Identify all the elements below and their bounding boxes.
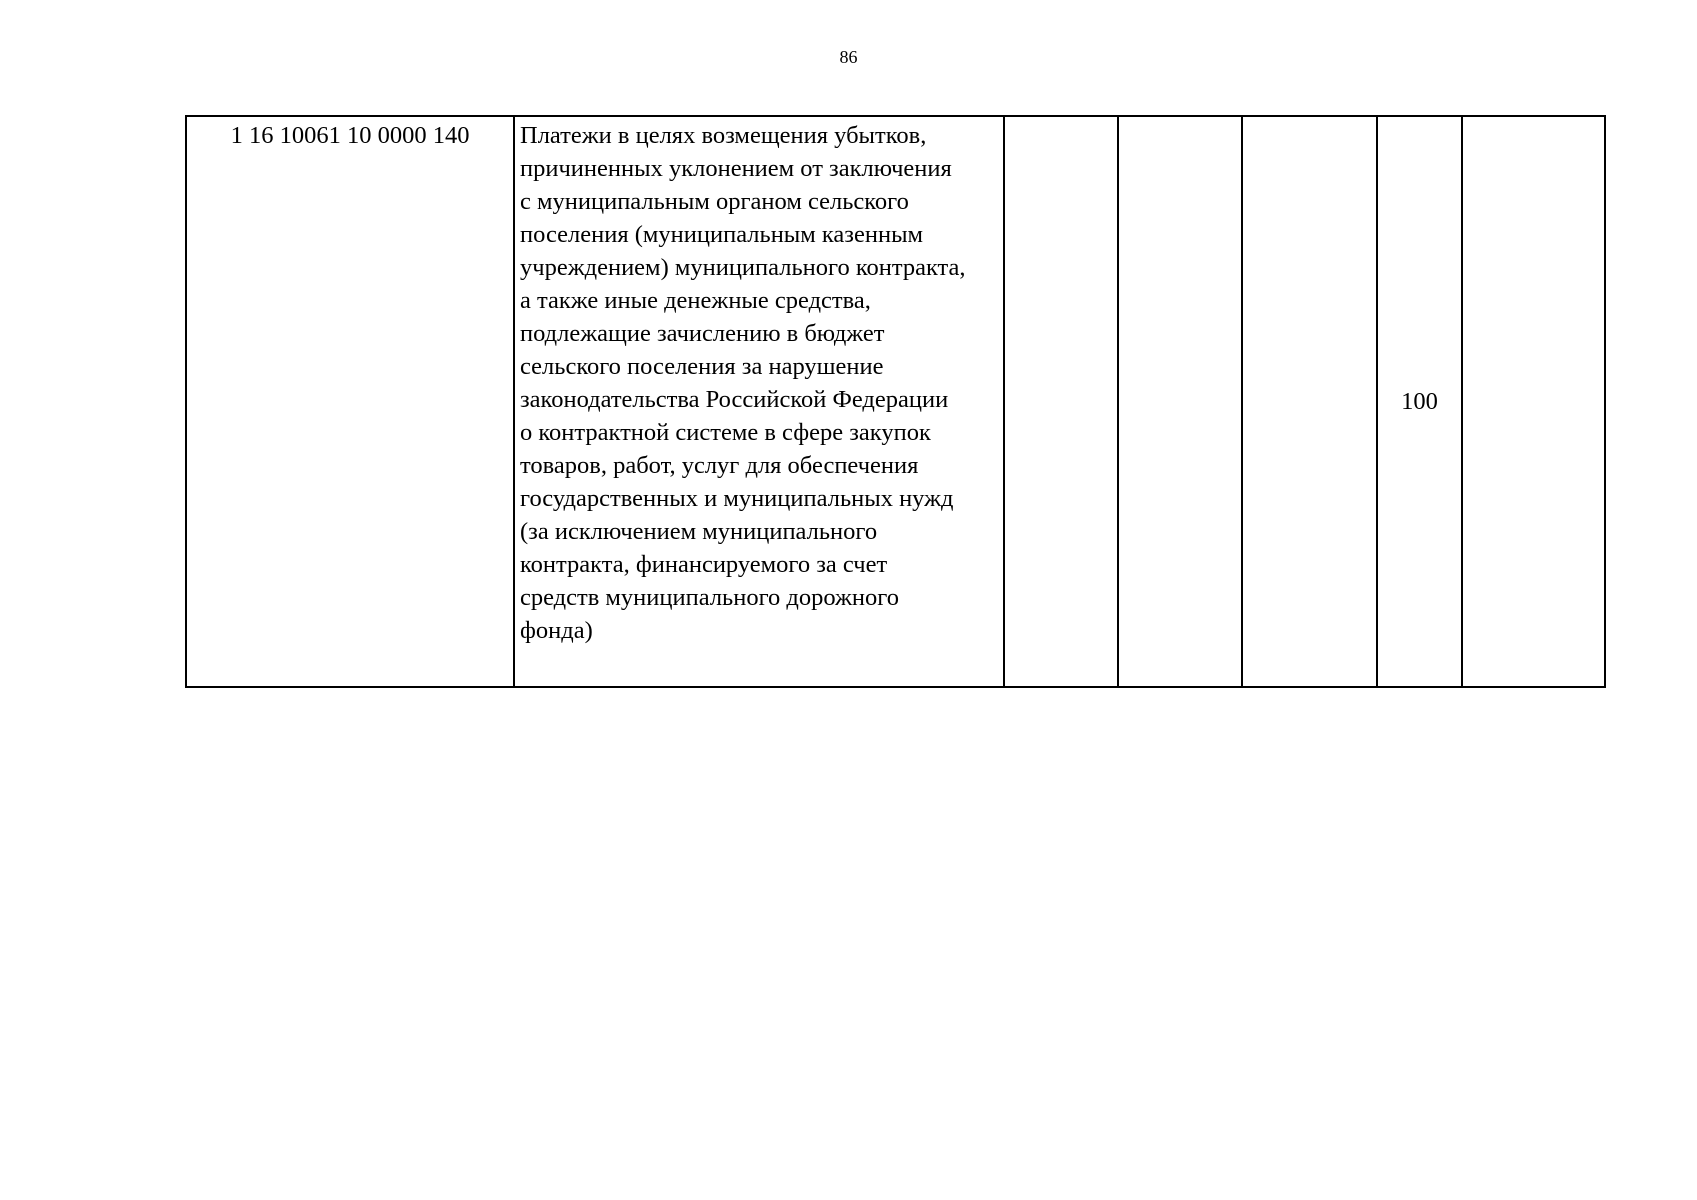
description-line: средств муниципального дорожного xyxy=(520,584,899,611)
table-row xyxy=(186,116,1605,687)
description-line: товаров, работ, услуг для обеспечения xyxy=(520,452,919,479)
description-line: с муниципальным органом сельского xyxy=(520,188,909,215)
description-line: а также иные денежные средства, xyxy=(520,287,871,314)
empty-cell-5 xyxy=(1242,116,1377,687)
description-line: фонда) xyxy=(520,617,593,644)
page-number: 86 xyxy=(839,47,858,67)
description-line: подлежащие зачислению в бюджет xyxy=(520,320,885,347)
description-line: контракта, финансируемого за счет xyxy=(520,551,888,578)
income-description-cell xyxy=(514,116,1004,687)
empty-cell-7 xyxy=(1462,116,1605,687)
budget-code-cell: 1 16 10061 10 0000 140 xyxy=(186,116,514,687)
empty-cell-3 xyxy=(1004,116,1118,687)
description-line: поселения (муниципальным казенным xyxy=(520,221,924,248)
description-line: учреждением) муниципального контракта, xyxy=(520,254,966,281)
description-line: сельского поселения за нарушение xyxy=(520,353,884,380)
description-line: государственных и муниципальных нужд xyxy=(520,485,954,512)
description-line: о контрактной системе в сфере закупок xyxy=(520,419,931,446)
description-line: Платежи в целях возмещения убытков, xyxy=(520,122,927,149)
description-line: законодательства Российской Федерации xyxy=(520,386,949,413)
percentage-cell: 100 xyxy=(1377,116,1462,687)
empty-cell-4 xyxy=(1118,116,1242,687)
description-line: причиненных уклонением от заключения xyxy=(520,155,952,182)
budget-table xyxy=(185,115,1606,688)
description-line: (за исключением муниципального xyxy=(520,518,878,545)
